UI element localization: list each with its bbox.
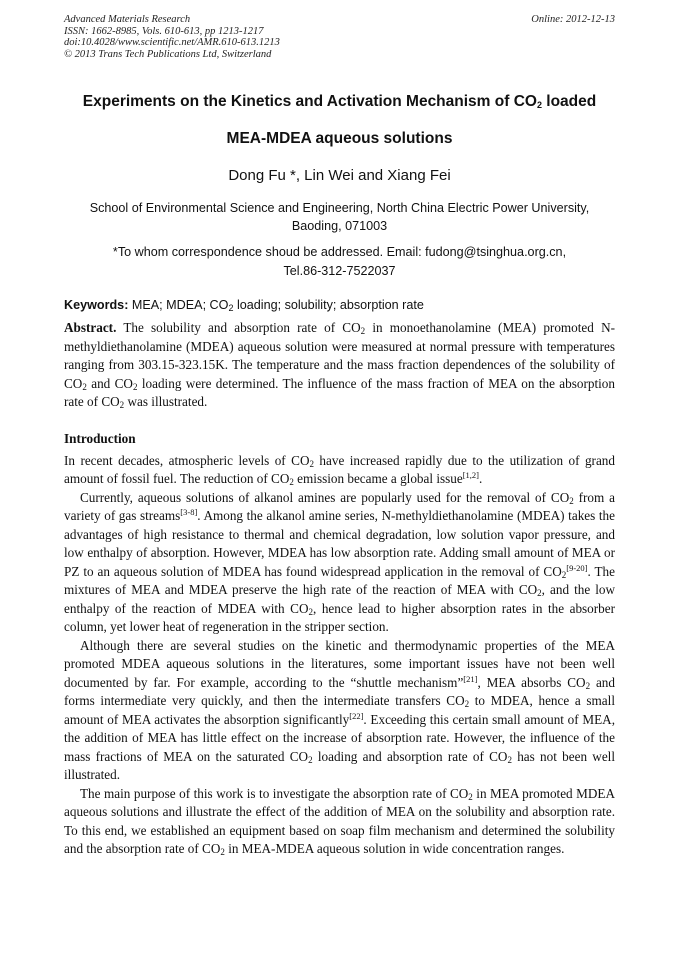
correspondence-tel: Tel.86-312-7522037 (283, 264, 396, 278)
citation: [22] (349, 710, 364, 721)
affiliation: School of Environmental Science and Engineering, North China Electric Power University, Baoding, 071003 (89, 201, 590, 233)
section-heading-introduction: Introduction (64, 430, 136, 446)
intro-paragraph-4: The main purpose of this work is to investigate the absorption rate of $CO_2$ in MEA promoted MDEA aqueous solutions and illustrate the effect of the addition of MEA on the solubility and absorption rate. To this end, we established an equipment based on soap film mechanism and determined the solubility and the absorption rate of $CO_2$ in MEA-MDEA aqueous solution in wide concentration ranges. (64, 785, 615, 857)
citation: [9-20] (566, 562, 588, 573)
keywords-label: Keywords: (64, 298, 129, 312)
title-line-2: MEA-MDEA aqueous solutions (226, 130, 453, 147)
authors: Dong Fu *, Lin Wei and Xiang Fei (228, 167, 451, 184)
intro-paragraph-2: Currently, aqueous solutions of alkanol amines are popularly used for the removal of $CO_2$ from a variety of gas streams[3-8]. Among the alkanol amine series, N-methyldiethanolamine (MDEA) takes the advantages of high resistance to thermal and chemical degradation, low solution vapor pressure, and low enthalpy of absorption. However, MDEA has low absorption rate. Adding small amount of MEA or PZ to an aqueous solution of MDEA has found widespread application in the removal of $CO_2[9-20]$. The mixtures of MEA and MDEA preserve the high rate of the reaction of MEA with $CO_2$, and the low enthalpy of the reaction of MDEA with $CO_2$, hence lead to higher absorption rates in the absorber column, yet lower heat of regeneration in the stripper section. (64, 489, 616, 634)
intro-paragraph-1: In recent decades, atmospheric levels of $CO_2$ have increased rapidly due to the utilization of grand amount of fossil fuel. The reduction of $CO_2$ emission became a global issue[1,2]. (64, 452, 615, 487)
correspondence-email: *To whom correspondence shoud be addressed. Email: fudong@tsinghua.org.cn, (112, 245, 567, 259)
abstract-label: Abstract. (64, 320, 117, 335)
journal-header (64, 14, 615, 60)
citation: [3-8] (180, 507, 198, 517)
journal-name: Advanced Materials Research (64, 14, 191, 25)
correspondence (64, 243, 615, 281)
copyright-line: © 2013 Trans Tech Publications Ltd, Switzerland (64, 48, 272, 60)
intro-paragraph-3: Although there are several studies on the kinetic and thermodynamic properties of the MEA promoted MDEA aqueous solutions in the literatures, some important issues have not been well documented by far. For example, according to the “shuttle mechanism”[21], MEA absorbs $CO_2$ and forms intermediate very quickly, and then the intermediate transfers $CO_2$ to MDEA, hence a small amount of MEA activates the absorption significantly[22]. Exceeding this certain small amount of MEA, the addition of MEA has little effect on the increase of absorption rate. However, the influence of the mass fractions of MEA on the saturated $CO_2$ loading and absorption rate of $CO_2$ has not been well illustrated. (64, 637, 616, 782)
abstract: Abstract. The solubility and absorption rate of $CO_2$ in monoethanolamine (MEA) promoted N-methyldiethanolamine (MDEA) aqueous solution were measured at normal pressure with temperatures ranging from 303.15-323.15K. The temperature and the mass fraction dependences of the solubility of $CO_2$ and $CO_2$ loading were determined. The influence of the mass fraction of MEA on the absorption rate of $CO_2$ was illustrated. (64, 320, 615, 410)
paper-title: Experiments on the Kinetics and Activation Mechanism of $CO_2$ loaded MEA-MDEA aqueous solutions (64, 92, 615, 149)
doi-line: doi:10.4028/www.scientific.net/AMR.610-613.1213 (64, 37, 280, 48)
citation: [1,2] (462, 470, 480, 480)
paper-page (64, 14, 615, 859)
online-date: Online: 2012-12-13 (531, 14, 615, 25)
issn-line: ISSN: 1662-8985, Vols. 610-613, pp 1213-1217 (64, 25, 264, 37)
citation: [21] (463, 673, 478, 684)
keywords: Keywords: MEA; MDEA; $CO_2$ loading; solubility; absorption rate (64, 298, 424, 313)
